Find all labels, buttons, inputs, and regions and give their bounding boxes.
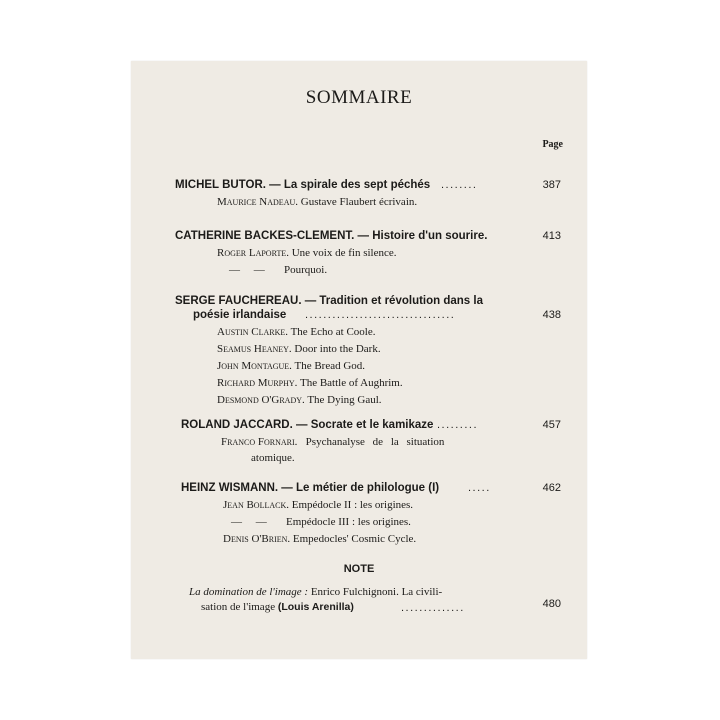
- entry-heading: CATHERINE BACKES-CLEMENT. — Histoire d'un sourire.: [175, 230, 488, 242]
- entry-heading: HEINZ WISMANN. — Le métier de philologue (I): [181, 482, 440, 494]
- dot-leader: ........: [441, 179, 478, 191]
- dot-leader: .................................: [305, 309, 456, 321]
- dot-leader: .........: [437, 419, 479, 431]
- sub-entry: John Montague. The Bread God.: [217, 360, 366, 372]
- sub-entry: Denis O'Brien. Empedocles' Cosmic Cycle.: [223, 533, 417, 545]
- sub-entry: Richard Murphy. The Battle of Aughrim.: [217, 377, 403, 389]
- document-page: [131, 61, 587, 659]
- entry-heading-continued: poésie irlandaise: [193, 309, 287, 321]
- sub-entry: Franco Fornari. Psychanalyse de la situation: [221, 436, 445, 448]
- sub-entry: Jean Bollack. Empédocle II : les origines.: [223, 499, 414, 511]
- sub-entry: — — Empédocle III : les origines.: [231, 516, 411, 528]
- sub-entry: Austin Clarke. The Echo at Coole.: [217, 326, 376, 338]
- page-number: 480: [542, 598, 561, 610]
- page-number: 413: [542, 230, 561, 242]
- note-line-1: La domination de l'image : Enrico Fulchignoni. La civili-: [189, 586, 443, 598]
- sub-entry: Seamus Heaney. Door into the Dark.: [217, 343, 381, 355]
- sub-entry: — — Pourquoi.: [229, 264, 328, 276]
- page-number: 438: [542, 309, 561, 321]
- sub-entry: Roger Laporte. Une voix de fin silence.: [217, 247, 397, 259]
- note-line-2: sation de l'image (Louis Arenilla): [201, 601, 354, 613]
- entry-heading: SERGE FAUCHEREAU. — Tradition et révolution dans la: [175, 295, 483, 307]
- note-heading: NOTE: [343, 563, 375, 575]
- sub-entry: Maurice Nadeau. Gustave Flaubert écrivain.: [217, 196, 418, 208]
- sub-entry: Desmond O'Grady. The Dying Gaul.: [217, 394, 382, 406]
- document-title: SOMMAIRE: [305, 87, 413, 108]
- sub-entry-continued: atomique.: [251, 452, 295, 464]
- entry-heading: MICHEL BUTOR. — La spirale des sept péchés: [175, 179, 431, 191]
- page-column-label: Page: [542, 139, 563, 150]
- dot-leader: ..............: [401, 602, 465, 614]
- page-number: 462: [542, 482, 561, 494]
- entry-heading: ROLAND JACCARD. — Socrate et le kamikaze: [181, 419, 434, 431]
- dot-leader: .....: [468, 482, 491, 494]
- page-number: 457: [542, 419, 561, 431]
- page-number: 387: [542, 179, 561, 191]
